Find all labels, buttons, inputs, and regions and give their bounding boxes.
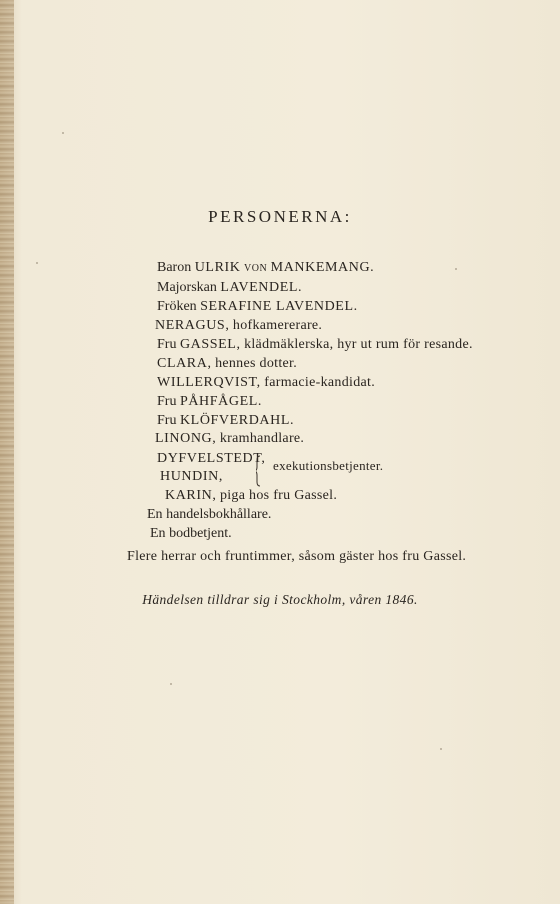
cast-entry: [157, 374, 375, 391]
cast-prefix: Fru: [157, 413, 177, 428]
page-title: PERSONERNA:: [208, 207, 352, 226]
cast-entry: [157, 450, 265, 467]
cast-entry: [155, 430, 304, 447]
cast-surname: MANKEMANG.: [270, 260, 375, 275]
cast-prefix: En: [147, 507, 163, 522]
cast-entry: [165, 487, 337, 504]
cast-prefix: Fru: [157, 337, 177, 352]
cast-entry: [157, 412, 294, 429]
paper-speck: [440, 748, 442, 750]
paper-speck: [62, 132, 64, 134]
paper-speck: [455, 268, 457, 270]
cast-name: WILLERQVIST,: [157, 375, 261, 390]
cast-prefix: Fröken: [157, 299, 197, 314]
cast-name: NERAGUS,: [155, 318, 230, 333]
cast-particle: VON: [244, 263, 268, 274]
cast-role: farmacie-kandidat.: [264, 375, 375, 390]
cast-entry: [157, 393, 262, 410]
cast-entry: [155, 317, 322, 334]
cast-name: DYFVELSTEDT,: [157, 451, 266, 466]
cast-entry: [157, 259, 374, 277]
cast-name: HUNDIN,: [160, 469, 223, 484]
cast-entry: [147, 506, 271, 523]
cast-name: KLÖFVERDAHL.: [179, 413, 295, 428]
cast-name: GASSEL,: [179, 337, 241, 352]
cast-role: hennes dotter.: [215, 356, 298, 371]
cast-role: hofkamererare.: [232, 318, 323, 333]
cast-entry: [157, 355, 297, 372]
cast-name: CLARA,: [157, 356, 212, 371]
cast-role: piga hos fru Gassel.: [219, 488, 338, 503]
cast-entry: [150, 525, 232, 542]
paper-speck: [36, 262, 38, 264]
cast-prefix: Fru: [157, 394, 177, 409]
cast-entry: [157, 279, 302, 296]
setting-note: Händelsen tilldrar sig i Stockholm, våren 1846.: [142, 592, 418, 607]
cast-prefix: En: [150, 526, 166, 541]
cast-name: ULRIK: [194, 260, 241, 275]
cast-name: handelsbokhållare.: [166, 507, 272, 522]
cast-entry: [157, 336, 473, 353]
cast-entry: [160, 468, 223, 485]
cast-role: klädmäklerska, hyr ut rum för resande.: [244, 337, 473, 352]
cast-joint-role: exekutionsbetjenter.: [273, 458, 384, 473]
cast-name: PÅHFÅGEL.: [179, 394, 262, 409]
cast-name: Flere herrar och fruntimmer, såsom gäster hos fru Gassel.: [127, 549, 467, 564]
cast-entry: [127, 548, 466, 565]
cast-name: LAVENDEL.: [220, 280, 303, 295]
paper-speck: [170, 683, 172, 685]
cast-name: SERAFINE LAVENDEL.: [200, 299, 358, 314]
cast-prefix: Majorskan: [157, 280, 217, 295]
cast-role: kramhandlare.: [219, 431, 305, 446]
brace-bracket: [256, 455, 266, 485]
cast-name: LINONG,: [155, 431, 217, 446]
cast-name: KARIN,: [165, 488, 217, 503]
cast-name: bodbetjent.: [169, 526, 232, 541]
cast-entry: [157, 298, 358, 315]
cast-prefix: Baron: [157, 260, 192, 275]
